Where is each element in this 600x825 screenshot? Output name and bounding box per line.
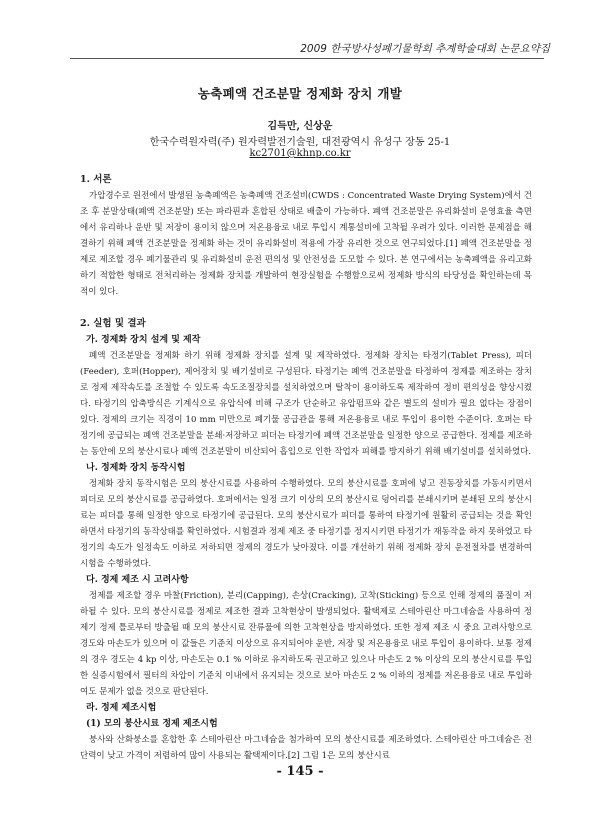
section-heading-results: 2. 실험 및 결과 [80, 318, 146, 329]
subsection-heading-na: 나. 정제화 장치 동작시험 [86, 463, 186, 473]
author-email-link[interactable]: kc2701@khnp.co.kr [249, 148, 351, 159]
subsubsection-heading-ra-1: (1) 모의 붕산시료 정제 제조시험 [86, 719, 218, 729]
subsection-heading-ga: 가. 정제화 장치 설계 및 제작 [86, 335, 201, 345]
paragraph-ga: 폐액 건조분말을 정제화 하기 위해 정제화 장치를 설계 및 제작하였다. 정제화 장치는 타정기(Tablet Press), 피더(Feeder), 호퍼(Hopper), 제어장치 및 배기설비로 구성된다. 타정기는 폐액 건조분말을 타정하여 정제를 제조하는 장치로 정제 제작속도를 조절할 수 있도록 속도조절장치를 설치하였으며 탈착이 용이하도록 제작하여 정비 편의성을 향상시켰다. 타정기의 압축방식은 기계식으로 유압식에 비해 구조가 단순하고 유압펌프와 같은 별도의 설비가 필요 없다는 장점이 있다. 정제의 크기는 직경이 10 mm 미만으로 폐기물 공급관을 통해 저온용융로 내로 투입이 용이한 수준이다. 호퍼는 타정기에 공급되는 폐액 건조분말을 분쇄·저장하고 피더는 타정기에 폐액 건조분말을 일정한 양으로 공급한다. 정제를 제조하는 동안에 모의 붕산시료나 폐액 건조분말이 비산되어 흡입으로 인한 작업자 피해를 방지하기 위해 배기설비를 설치하였다. [80, 351, 532, 457]
subsection-heading-da: 다. 정제 제조 시 고려사항 [86, 575, 189, 585]
paper-body [80, 172, 532, 764]
intro-paragraph: 가압경수로 원전에서 발생된 농축폐액은 농축폐액 건조설비(CWDS : Concentrated Waste Drying System)에서 건조 후 분말상태(폐액 건조분말) 또는 파라핀과 혼합된 상태로 배출이 가능하다. 폐액 건조분말은 유리화설비 운영효율 측면에서 유리하나 운반 및 저장이 용이치 않으며 저온용융로 내로 투입시 계통설비에 고착될 우려가 있다. 이러한 문제점을 해결하기 위해 폐액 건조분말을 정제화 하는 것이 유리화설비 적용에 가장 유리한 것으로 연구되었다.[1] 폐액 건조분말을 정제로 제조할 경우 폐기물관리 및 유리화설비 운전 편의성 및 안전성을 도모할 수 있다. 본 연구에서는 농축폐액을 유리고화하기 적합한 형태로 전처리하는 정제화 장치를 개발하여 현장실험을 수행함으로써 정제화 방식의 타당성을 확인하는데 목적이 있다. [80, 191, 532, 297]
section-heading-intro: 1. 서론 [80, 174, 112, 185]
subsection-heading-ra: 라. 정제 제조시험 [86, 703, 157, 713]
paragraph-da: 정제를 제조할 경우 마찰(Friction), 분리(Capping), 손상(Cracking), 고착(Sticking) 등으로 인해 정제의 품질이 저하될 수 있다. 모의 붕산시료를 정제로 제조한 결과 고착현상이 발생되었다. 활택제로 스테아린산 마그네슘을 사용하여 정제기 정제 틀로부터 방출될 때 모의 붕산시료 잔류물에 의한 고착현상을 방지하였다. 또한 정제 제조 시 중요 고려사항으로 경도와 마손도가 있으며 이 값들은 기준치 이상으로 유지되어야 운반, 저장 및 저온용융로 내로 투입이 용이하다. 보통 정제의 경우 경도는 4 kp 이상, 마손도는 0.1 % 이하로 유지하도록 권고하고 있으나 마손도 2 % 이상의 모의 붕산시료를 투입한 실증시험에서 필터의 차압이 기준치 이내에서 유지되는 것으로 보아 마손도 2 % 이하의 정제를 저온용융로 내로 투입하여도 문제가 없을 것으로 판단된다. [80, 591, 532, 697]
header-rule [70, 58, 544, 59]
paper-affiliation: 한국수력원자력(주) 원자력발전기술원, 대전광역시 유성구 장동 25-1 [149, 137, 451, 148]
running-header: 2009 한국방사성폐기물학회 추계학술대회 논문요약집 [300, 43, 550, 55]
paper-title: 농축폐액 건조분말 정제화 장치 개발 [197, 86, 403, 101]
paragraph-na: 정제화 장치 동작시험은 모의 붕산시료를 사용하여 수행하였다. 모의 붕산시료를 호퍼에 넣고 진동장치를 가동시키면서 피더로 모의 붕산시료를 공급하였다. 호퍼에서는 일정 크기 이상의 모의 붕산시료 덩어리를 분쇄시키며 분쇄된 모의 붕산시료는 피더를 통해 일정한 양으로 타정기에 공급된다. 모의 붕산시료가 피더를 통하여 타정기에 원활히 공급되는 것을 확인하면서 타정기의 동작상태를 확인하였다. 시험결과 정제 제조 중 타정기를 정지시키면 타정기가 재동작을 하지 못하였고 타정기의 속도가 일정속도 이하로 저하되면 정제의 경도가 낮아졌다. 이를 개선하기 위해 정제화 장치 운전절차를 변경하여 시험을 수행하였다. [80, 479, 532, 569]
page-number: - 145 - [276, 764, 324, 779]
paper-authors: 김득만, 신상운 [267, 121, 333, 132]
paragraph-ra-1: 붕사와 산화붕소를 혼합한 후 스테아린산 마그네슘을 첨가하여 모의 붕산시료를 제조하였다. 스테아린산 마그네슘은 전단력이 낮고 가격이 저렴하여 많이 사용되는 활택제이다.[2] 그림 1은 모의 붕산시료 [80, 735, 532, 761]
